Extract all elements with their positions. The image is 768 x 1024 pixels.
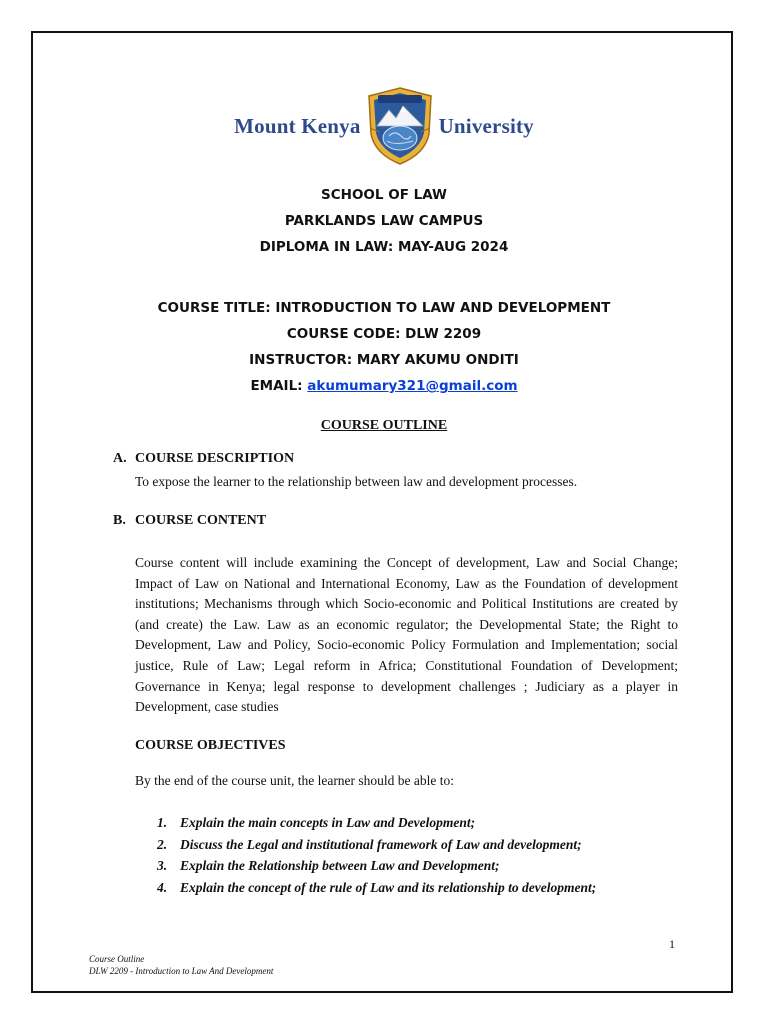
section-a-heading (113, 451, 294, 467)
university-logo (0, 86, 768, 166)
footer-line-1: Course Outline (89, 954, 145, 964)
course-title: COURSE TITLE: INTRODUCTION TO LAW AND DEVELOPMENT (157, 300, 611, 316)
course-description-text: To expose the learner to the relationship between law and development processes. (135, 474, 578, 489)
program-name: DIPLOMA IN LAW: MAY-AUG 2024 (259, 239, 509, 255)
course-info (0, 295, 768, 399)
page-number: 1 (669, 937, 675, 951)
school-name: SCHOOL OF LAW (321, 187, 447, 203)
school-info (0, 182, 768, 260)
course-outline-title: COURSE OUTLINE (320, 418, 448, 433)
objectives-heading: COURSE OBJECTIVES (135, 738, 286, 753)
objectives-intro: By the end of the course unit, the learner should be able to: (135, 773, 455, 788)
list-item: 3. Explain the Relationship between Law and Development; (157, 858, 500, 873)
university-name-left: Mount Kenya (234, 113, 361, 138)
email-link[interactable]: akumumary321@gmail.com (307, 378, 518, 394)
list-item: 1. Explain the main concepts in Law and Development; (157, 815, 476, 830)
email-label: EMAIL: (250, 378, 303, 394)
section-b-letter: B. (113, 513, 126, 528)
instructor-name: INSTRUCTOR: MARY AKUMU ONDITI (249, 352, 519, 368)
objectives-list (157, 812, 596, 898)
university-crest-icon (365, 86, 435, 166)
campus-name: PARKLANDS LAW CAMPUS (284, 213, 484, 229)
list-item: 2. Discuss the Legal and institutional framework of Law and development; (157, 836, 582, 852)
course-code: COURSE CODE: DLW 2209 (286, 326, 482, 342)
email-row (0, 373, 768, 399)
section-b-heading (113, 513, 266, 529)
footer-line-2: DLW 2209 - Introduction to Law And Development (89, 966, 274, 976)
list-item: 4. Explain the concept of the rule of Law and its relationship to development; (157, 879, 597, 895)
section-b-title: COURSE CONTENT (135, 513, 267, 528)
course-content-text: Course content will include examining the Concept of development, Law and Social Change; Impact of Law on National and International Economy, Law as the Foundation of development institutions; Mechanisms through which Socio-economic and Political Institutions are created by (and create) the Law. Law as an economic regulator; the Developmental State; the Right to Development, Law and Policy, Socio-economic Policy Formulation and Implementation; social justice, Rule of Law; Legal reform in Africa; Constitutional Foundation of Development; Governance in Kenya; legal response to development challenges ; Judiciary as a player in Development, case studies (135, 555, 678, 715)
section-a-title: COURSE DESCRIPTION (135, 451, 295, 466)
university-name-right: University (438, 113, 534, 138)
section-a-letter: A. (113, 451, 127, 466)
page-footer (89, 953, 273, 977)
